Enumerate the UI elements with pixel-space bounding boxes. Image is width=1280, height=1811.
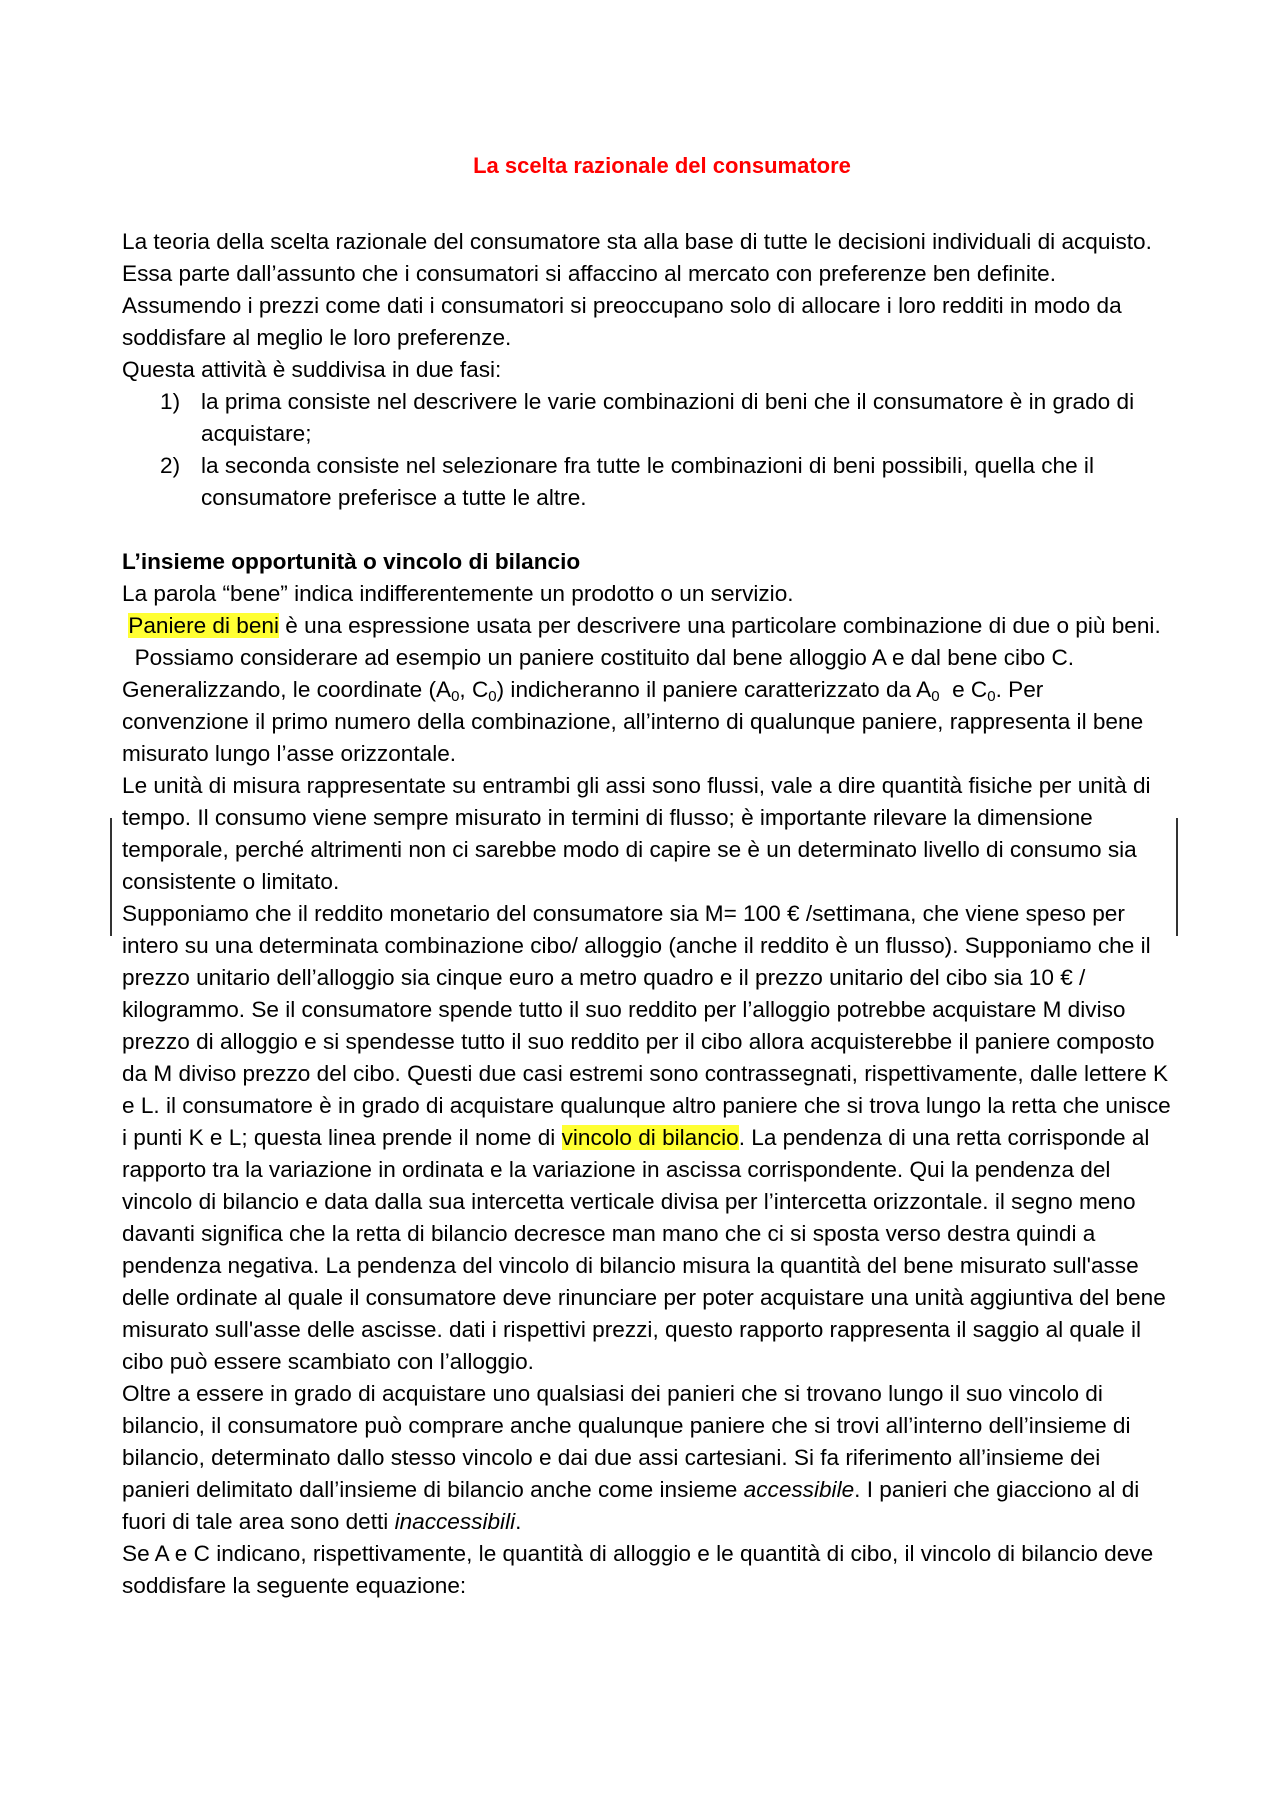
list-item-text: la seconda consiste nel selezionare fra tutte le combinazioni di beni possibili, quella che il consumatore preferisce a tutte le altre.: [201, 453, 1094, 510]
paragraph-reddito: [122, 898, 1172, 1378]
revision-bar-left: [110, 818, 112, 936]
text-run: , C: [459, 677, 489, 702]
list-item-number: 2): [160, 453, 181, 478]
paragraph-paniere-text: è una espressione usata per descrivere una particolare combinazione di due o più beni.: [279, 613, 1161, 638]
text-run: ) indicheranno il paniere caratterizzato da A: [496, 677, 932, 702]
paragraph-bene: La parola “bene” indica indifferentemente un prodotto o un servizio.: [122, 581, 794, 606]
text-run: e C: [939, 677, 988, 702]
text-run: . La pendenza di una retta corrisponde al rapporto tra la variazione in ordinata e la variazione in ascissa corrispondente. Qui la pendenza del vincolo di bilancio e data dalla sua intercetta verticale divisa per l’intercetta orizzontale. il segno meno davanti significa che la retta di bilancio decresce man mano che ci si sposta verso destra quindi a pendenza negativa. La pendenza del vincolo di bilancio misura la quantità del bene misurato sull'asse delle ordinate al quale il consumatore deve rinunciare per poter acquistare una unità aggiuntiva del bene misurato sull'asse delle ascisse. dati i rispettivi prezzi, questo rapporto rappresenta il saggio al quale il cibo può essere scambiato con l’alloggio.: [122, 1125, 1166, 1374]
revision-bar-right: [1176, 818, 1178, 936]
intro-paragraph-2: Essa parte dall’assunto che i consumatori si affaccino al mercato con preferenze ben definite. Assumendo i prezzi come dati i consumatori si preoccupano solo di allocare i loro redditi in modo da soddisfare al meglio le loro preferenze.: [122, 261, 1122, 350]
paragraph-equazione: Se A e C indicano, rispettivamente, le quantità di alloggio e le quantità di cibo, il vincolo di bilancio deve soddisfare la seguente equazione:: [122, 1541, 1154, 1598]
paragraph-unita-misura: Le unità di misura rappresentate su entrambi gli assi sono flussi, vale a dire quantità fisiche per unità di tempo. Il consumo viene sempre misurato in termini di flusso; è importante rilevare la dimensione temporale, perché altrimenti non ci sarebbe modo di capire se è un determinato livello di consumo sia consistente o limitato.: [122, 773, 1151, 894]
document-title: La scelta razionale del consumatore: [473, 153, 851, 178]
text-run: . Per convenzione il primo numero della combinazione, all’interno di qualunque paniere, rappresenta il bene misurato lungo l’asse orizzontale.: [122, 677, 1150, 766]
subscript: 0: [451, 688, 460, 705]
phases-list: [122, 386, 1172, 514]
highlight-paniere-di-beni: Paniere di beni: [128, 613, 280, 638]
list-item: [122, 450, 1172, 514]
paragraph-paniere: [122, 610, 1172, 642]
text-run: Supponiamo che il reddito monetario del consumatore sia M= 100 € /settimana, che viene speso per intero su una determinata combinazione cibo/ alloggio (anche il reddito è un flusso). Supponiamo che il prezzo unitario dell’alloggio sia cinque euro a metro quadro e il prezzo unitario del cibo sia 10 € / kilogrammo. Se il consumatore spende tutto il suo reddito per l’alloggio potrebbe acquistare M diviso prezzo di alloggio e si spendesse tutto il suo reddito per il cibo allora acquisterebbe il paniere composto da M diviso prezzo del cibo. Questi due casi estremi sono contrassegnati, rispettivamente, dalle lettere K e L. il consumatore è in grado di acquistare qualunque altro paniere che si trova lungo la retta che unisce i punti K e L; questa linea prende il nome di: [122, 901, 1171, 1150]
emphasis-inaccessibili: inaccessibili: [394, 1509, 516, 1534]
paragraph-insieme-bilancio: [122, 1378, 1172, 1538]
spacer: [122, 514, 1172, 546]
paragraph-esempio: [122, 642, 1172, 770]
section-heading: L’insieme opportunità o vincolo di bilancio: [122, 549, 581, 574]
text-run: .: [515, 1509, 522, 1534]
intro-paragraph-1: La teoria della scelta razionale del consumatore sta alla base di tutte le decisioni individuali di acquisto.: [122, 229, 1152, 254]
subscript: 0: [488, 688, 497, 705]
list-item-text: la prima consiste nel descrivere le varie combinazioni di beni che il consumatore è in grado di acquistare;: [201, 389, 1135, 446]
highlight-vincolo-di-bilancio: vincolo di bilancio: [561, 1125, 739, 1150]
subscript: 0: [987, 688, 996, 705]
list-item: [122, 386, 1172, 450]
text-run: Oltre a essere in grado di acquistare uno qualsiasi dei panieri che si trovano lungo il suo vincolo di bilancio, il consumatore può comprare anche qualunque paniere che si trovi all’interno dell’insieme di bilancio, determinato dallo stesso vincolo e dai due assi cartesiani. Si fa riferimento all’insieme dei panieri delimitato dall’insieme di bilancio anche come insieme: [122, 1381, 1131, 1502]
subscript: 0: [931, 688, 940, 705]
intro-paragraph-3: Questa attività è suddivisa in due fasi:: [122, 357, 502, 382]
list-item-number: 1): [160, 389, 181, 414]
text-run: Possiamo considerare ad esempio un paniere costituito dal bene alloggio A e dal bene cibo C. Generalizzando, le coordinate (A: [122, 645, 1081, 702]
emphasis-accessibile: accessibile: [743, 1477, 855, 1502]
text-run: . I panieri che giacciono al di fuori di tale area sono detti: [122, 1477, 1140, 1534]
document-body: [122, 150, 1172, 1602]
